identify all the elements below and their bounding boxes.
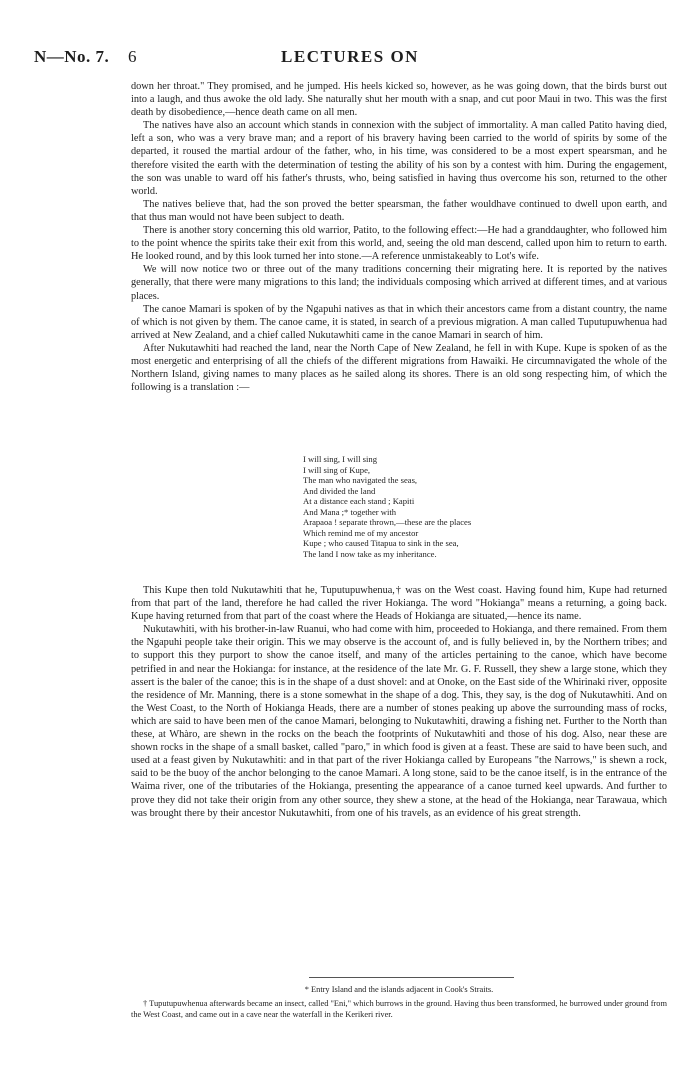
poem-line: And divided the land (303, 485, 376, 496)
poem-line: And Mana ;* together with (303, 506, 397, 517)
poem-line: Which remind me of my ancestor (303, 527, 419, 538)
poem-line: Arapaoa ! separate thrown,—these are the places (303, 517, 472, 528)
running-title: LECTURES ON (281, 47, 419, 66)
poem-line: I will sing, I will sing (303, 454, 378, 464)
paragraph: After Nukutawhiti had reached the land, near the North Cape of New Zealand, he fell in with Kupe. Kupe is spoken of as the most energetic and enterprising of all the chiefs of the different migrations from Hawaiki. He circumnavigated the whole of the Northern Island, giving names to many places as he sailed along its shores. There is an old song respecting him, of which the following is a translation :— (131, 342, 667, 394)
paragraph: We will now notice two or three out of the many traditions concerning their migrating here. It is reported by the natives generally, that there were many migrations to this land; the individuals composing which arrived at different times, and at various places. (131, 264, 667, 302)
poem-line: The man who navigated the seas, (303, 475, 418, 486)
paragraph: The natives have also an account which stands in connexion with the subject of immortality. A man called Patito having died, left a son, who was a very brave man; and a report of his bravery having been carried to the world of spirits by some of the departed, it roused the martial ardour of the father, who, in his time, was considered to be a most expert spearsman, and he therefore visited the earth with the determination of testing the ability of his son by a contest with him. During the engagement, the son was unable to ward off his father's thrusts, who, being satisfied in having thus overcome his son, returned to the other world. (131, 120, 667, 197)
footnote-dagger: † Tuputupuwhenua afterwards became an insect, called "Eni," which burrows in the ground. Having thus been transformed, he burrowed under ground from the West Coast, and came out in a cave near the waterfall in the Kerikeri river. (131, 998, 667, 1019)
paragraph: There is another story concerning this old warrior, Patito, to the following effect:—He had a granddaughter, who followed him to the point whence the spirits take their exit from this world, and, seeing the old man descend, called upon him to return to earth. He looked round, and by this look turned her into stone.—A reference unmistakeably to Lot's wife. (131, 225, 667, 263)
paragraph: down her throat." They promised, and he jumped. His heels kicked so, however, as he was going down, that the birds burst out into a laugh, and thus awoke the old lady. She naturally shut her mouth with a snap, and cut poor Maui in two. This was the first death by disobedience,—hence death came on all men. (131, 81, 667, 119)
poem-line: Kupe ; who caused Titapua to sink in the sea, (303, 538, 459, 549)
paragraph: The canoe Mamari is spoken of by the Ngapuhi natives as that in which their ancestors came from a distant country, the name of which is not given by them. The canoe came, it is stated, in search of a previous migration. A man called Tuputupuwhenua had arrived at New Zealand, and a chief called Nukutawhiti came in the canoe Mamari in search of him. (131, 303, 667, 341)
song-translation (303, 454, 563, 559)
paragraph: The natives believe that, had the son proved the better spearsman, the father wouldhave continued to dwell upon earth, and that thus man would not have been subject to death. (131, 198, 667, 223)
body-text-bottom (131, 584, 667, 820)
footnote-star: * Entry Island and the islands adjacent in Cook's Straits. (304, 985, 494, 994)
footnote-divider (309, 977, 514, 978)
poem-line: The land I now take as my inheritance. (303, 548, 437, 559)
paragraph: Nukutawhiti, with his brother-in-law Ruanui, who had come with him, proceeded to Hokianga, and there remained. From them the Ngapuhi people take their origin. This we may observe is the account of, and is fully believed in, by the Northern tribes; and to support this they purport to show the canoe itself, and many of the articles pertaining to the canoe, which have become petrified in and near the Hokianga: for instance, at the residence of the late Mr. G. F. Russell, they shew a large stone, which they assert is the baler of the canoe; this is in the shape of a dust shovel: and at Onoke, on the East side of the Whirinaki river, opposite the residence of Mr. Manning, there is a stone somewhat in the shape of a dog. This, they say, is the dog of Nukutawhiti. And on the West Coast, to the North of Hokianga Heads, there are a number of stones peaking up above the surrounding mass of rocks, which are said to have been men of the canoe Mamari, belonging to Nukutawhiti, drawing a fishing net. Further to the North than these, at Whàro, are shewn in the rocks on the beach the footprints of Nukutawhiti and those of his dog. Also, near these are shown rocks in the shape of a small basket, called "paro," in which food is given at a feast. These are said to have been such, and used at a feast given by Nukutawhiti: and in that part of the river Hokianga called by Europeans "the Narrows," is shewn a rock, said to be the buoy of the anchor belonging to the canoe Mamari. A long stone, said to be the canoe itself, is in the entrance of the Waima river, one of the tributaries of the Hokianga, presenting the appearance of a canoe turned keel upwards. And further to prove they did not take their origin from any other source, they shew a stone, at the head of the Hokianga, near Tarawaua, which was brought there by their ancestor Nukutawhiti, from one of his travels, as an evidence of his great strength. (131, 624, 667, 819)
page-header (34, 47, 666, 69)
paragraph: This Kupe then told Nukutawhiti that he, Tuputupuwhenua,† was on the West coast. Having found him, Kupe had returned from that part of the land, therefore he had called the river Hokianga. The word "Hokianga" means a returning, a going back. Kupe having returned from that part of the coast where the Heads of Hokianga are situated,—hence its name. (131, 585, 667, 623)
footnotes (131, 985, 667, 1020)
body-text-top (131, 80, 667, 394)
section-number: N—No. 7. (34, 47, 110, 66)
poem-line: I will sing of Kupe, (303, 464, 371, 475)
poem-line: At a distance each stand ; Kapiti (303, 496, 415, 507)
page-number: 6 (128, 47, 137, 66)
